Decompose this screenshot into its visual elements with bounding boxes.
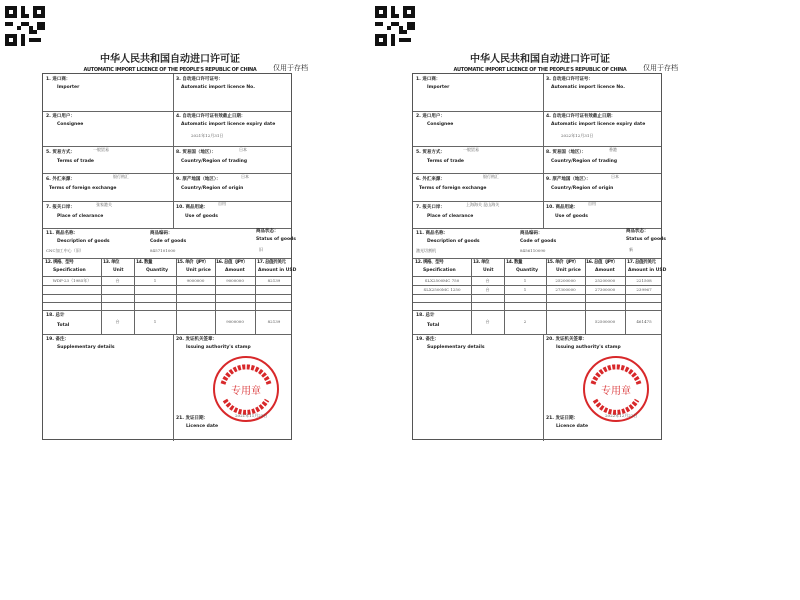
expiry-label-en: Automatic import licence expiry date	[551, 122, 646, 127]
remarks-label: 19. 备注：	[416, 337, 440, 342]
exchange-label: 6. 外汇来源：	[416, 177, 445, 182]
code-value: 8457101000	[150, 248, 176, 253]
clearance-label-en: Place of clearance	[427, 214, 474, 219]
spec-header: 12. 规格、型号	[415, 260, 444, 265]
expiry-value: 2021年12月31日	[191, 133, 224, 138]
stamp-label-en: Issuing authority's stamp	[186, 345, 251, 350]
total-usd: 82139	[267, 319, 281, 324]
origin-label: 9. 原产地国（地区）：	[176, 177, 221, 182]
use-label: 10. 商品用途：	[546, 205, 579, 210]
code-value: 8456110090	[520, 248, 546, 253]
unit-price-header-en: Unit price	[556, 268, 581, 273]
use-label: 10. 商品用途：	[176, 205, 209, 210]
total-label: 18. 总计	[46, 313, 65, 318]
item-quantity: 1	[153, 278, 157, 283]
description-value: CNC加工中心（旧）	[46, 248, 84, 253]
clearance-value: 张家港关	[96, 202, 112, 207]
consignee-label-en: Consignee	[57, 122, 84, 127]
amount-header-en: Amount	[225, 268, 245, 273]
consignee-label: 2. 进口用户：	[46, 114, 75, 119]
origin-label-en: Country/Region of origin	[551, 186, 614, 191]
code-label: 商品编码：	[150, 231, 173, 236]
item-usd: 239967	[636, 287, 652, 292]
licence-no-label: 3. 自动进口许可证号：	[546, 77, 593, 82]
importer-label: 1. 进口商：	[416, 77, 441, 82]
status-label-en: Status of goods	[626, 237, 666, 242]
stamp-center-text: 专用章	[231, 386, 261, 397]
clearance-label: 7. 报关口岸：	[416, 205, 445, 210]
importer-label: 1. 进口商：	[46, 77, 71, 82]
trade-terms-value: 一般贸易	[463, 147, 479, 152]
licence-no-label-en: Automatic import licence No.	[551, 85, 625, 90]
total-unit: 台	[485, 319, 490, 324]
item-spec: WDF-23（1985年）	[52, 278, 92, 283]
total-label-en: Total	[427, 323, 440, 328]
code-label: 商品编码：	[520, 231, 543, 236]
use-value: 自用	[588, 201, 596, 206]
document-subtitle: AUTOMATIC IMPORT LICENCE OF THE PEOPLE'S REPUBLIC OF CHINA	[83, 67, 257, 73]
unit-header-en: Unit	[483, 268, 494, 273]
item-amount: 25200000	[594, 278, 616, 283]
status-label: 商品状态：	[626, 229, 649, 234]
trade-terms-label: 5. 贸易方式：	[46, 150, 75, 155]
total-label: 18. 总计	[416, 313, 435, 318]
use-label-en: Use of goods	[185, 214, 218, 219]
item-quantity: 1	[523, 287, 527, 292]
exchange-value: 银行购汇	[483, 174, 499, 179]
status-value: 旧	[259, 247, 263, 252]
unit-price-header: 15. 单价（JPY）	[547, 260, 579, 265]
origin-value: 日本	[611, 174, 619, 179]
spec-header-en: Specification	[423, 268, 456, 273]
origin-label-en: Country/Region of origin	[181, 186, 244, 191]
unit-price-header-en: Unit price	[186, 268, 211, 273]
usd-header-en: Amount in USD	[628, 268, 667, 273]
remarks-label: 19. 备注：	[46, 337, 70, 342]
status-label: 商品状态：	[256, 229, 279, 234]
item-quantity: 1	[523, 278, 527, 283]
exchange-label: 6. 外汇来源：	[46, 177, 75, 182]
trading-country-label: 8. 贸易国（地区）：	[546, 150, 587, 155]
origin-label: 9. 原产地国（地区）：	[546, 177, 591, 182]
licence-date-value: 2021年11月25日	[235, 413, 268, 418]
code-label-en: Code of goods	[520, 239, 557, 244]
clearance-label: 7. 报关口岸：	[46, 205, 75, 210]
remarks-label-en: Supplementary details	[57, 345, 115, 350]
licence-date-label: 21. 发证日期：	[546, 416, 579, 421]
importer-label-en: Importer	[57, 85, 80, 90]
usd-header: 17. 总值折美元	[257, 260, 286, 265]
total-amount: 52500000	[594, 319, 616, 324]
description-label: 11. 商品名称：	[416, 231, 449, 236]
licence-no-label: 3. 自动进口许可证号：	[176, 77, 223, 82]
total-usd: 461475	[636, 319, 652, 324]
trading-country-label: 8. 贸易国（地区）：	[176, 150, 217, 155]
amount-header: 16. 总值（JPY）	[216, 260, 248, 265]
licence-page	[370, 0, 770, 600]
trading-country-value: 香港	[609, 147, 617, 152]
quantity-header-en: Quantity	[516, 268, 539, 273]
remarks-label-en: Supplementary details	[427, 345, 485, 350]
usd-header-en: Amount in USD	[258, 268, 297, 273]
exchange-label-en: Terms of foreign exchange	[49, 186, 117, 191]
usd-header: 17. 总值折美元	[627, 260, 656, 265]
trading-country-label-en: Country/Region of trading	[551, 159, 618, 164]
trading-country-label-en: Country/Region of trading	[181, 159, 248, 164]
archive-note: 仅用于存档	[643, 64, 678, 72]
stamp-label: 20. 发证机关签章：	[176, 337, 218, 342]
item-unit-price: 27300000	[555, 287, 576, 292]
quantity-header: 14. 数量	[136, 260, 153, 265]
clearance-value: 上海海关 昆山海关	[466, 202, 500, 207]
amount-header-en: Amount	[595, 268, 615, 273]
importer-label-en: Importer	[427, 85, 450, 90]
stamp-label: 20. 发证机关签章：	[546, 337, 588, 342]
description-label-en: Description of goods	[427, 239, 480, 244]
item-unit-price: 9000000	[186, 278, 205, 283]
total-amount: 9000000	[226, 319, 244, 324]
total-label-en: Total	[57, 323, 70, 328]
unit-header: 13. 单位	[473, 260, 490, 265]
document-subtitle: AUTOMATIC IMPORT LICENCE OF THE PEOPLE'S REPUBLIC OF CHINA	[453, 67, 627, 73]
licence-form	[412, 73, 667, 440]
qr-code-icon	[5, 5, 45, 47]
archive-note: 仅用于存档	[273, 64, 308, 72]
description-label-en: Description of goods	[57, 239, 110, 244]
document-title: 中华人民共和国自动进口许可证	[470, 54, 610, 65]
amount-header: 16. 总值（JPY）	[586, 260, 618, 265]
description-value: 激光切割机	[416, 248, 436, 253]
total-unit: 台	[115, 319, 120, 324]
trading-country-value: 日本	[239, 147, 247, 152]
licence-date-label: 21. 发证日期：	[176, 416, 209, 421]
status-value: 新	[629, 247, 633, 252]
item-amount: 9000000	[226, 278, 244, 283]
qr-code-icon	[375, 5, 415, 47]
use-value: 自用	[218, 201, 226, 206]
unit-price-header: 15. 单价（JPY）	[177, 260, 209, 265]
trade-terms-value: 一般贸易	[93, 147, 109, 152]
origin-value: 日本	[241, 174, 249, 179]
quantity-header: 14. 数量	[506, 260, 523, 265]
expiry-label: 4. 自动进口许可证有效截止日期：	[546, 114, 616, 119]
exchange-label-en: Terms of foreign exchange	[419, 186, 487, 191]
total-quantity: 2	[523, 319, 527, 324]
stamp-label-en: Issuing authority's stamp	[556, 345, 621, 350]
expiry-label-en: Automatic import licence expiry date	[181, 122, 276, 127]
spec-header: 12. 规格、型号	[45, 260, 74, 265]
quantity-header-en: Quantity	[146, 268, 169, 273]
status-label-en: Status of goods	[256, 237, 296, 242]
item-unit: 台	[485, 287, 490, 292]
item-spec: SLX2500MC 1250	[423, 287, 461, 292]
trade-terms-label-en: Terms of trade	[427, 159, 464, 164]
total-quantity: 1	[153, 319, 157, 324]
stamp-center-text: 专用章	[601, 386, 631, 397]
spec-header-en: Specification	[53, 268, 86, 273]
licence-date-label-en: Licence date	[186, 424, 219, 429]
consignee-label: 2. 进口用户：	[416, 114, 445, 119]
item-unit-price: 25200000	[555, 278, 576, 283]
item-unit: 台	[485, 278, 490, 283]
document-title: 中华人民共和国自动进口许可证	[100, 54, 240, 65]
unit-header: 13. 单位	[103, 260, 120, 265]
exchange-value: 银行购汇	[113, 174, 129, 179]
code-label-en: Code of goods	[150, 239, 187, 244]
licence-date-label-en: Licence date	[556, 424, 589, 429]
licence-date-value: 2022年12月22日	[605, 413, 638, 418]
expiry-label: 4. 自动进口许可证有效截止日期：	[176, 114, 246, 119]
trade-terms-label: 5. 贸易方式：	[416, 150, 445, 155]
item-unit: 台	[115, 278, 120, 283]
item-spec: SLX2500MC 750	[424, 278, 460, 283]
licence-no-label-en: Automatic import licence No.	[181, 85, 255, 90]
use-label-en: Use of goods	[555, 214, 588, 219]
item-amount: 27300000	[594, 287, 616, 292]
item-usd: 221508	[636, 278, 652, 283]
trade-terms-label-en: Terms of trade	[57, 159, 94, 164]
unit-header-en: Unit	[113, 268, 124, 273]
consignee-label-en: Consignee	[427, 122, 454, 127]
expiry-value: 2022年12月31日	[561, 133, 594, 138]
licence-form	[42, 73, 297, 440]
item-usd: 82139	[267, 278, 281, 283]
clearance-label-en: Place of clearance	[57, 214, 104, 219]
description-label: 11. 商品名称：	[46, 231, 79, 236]
